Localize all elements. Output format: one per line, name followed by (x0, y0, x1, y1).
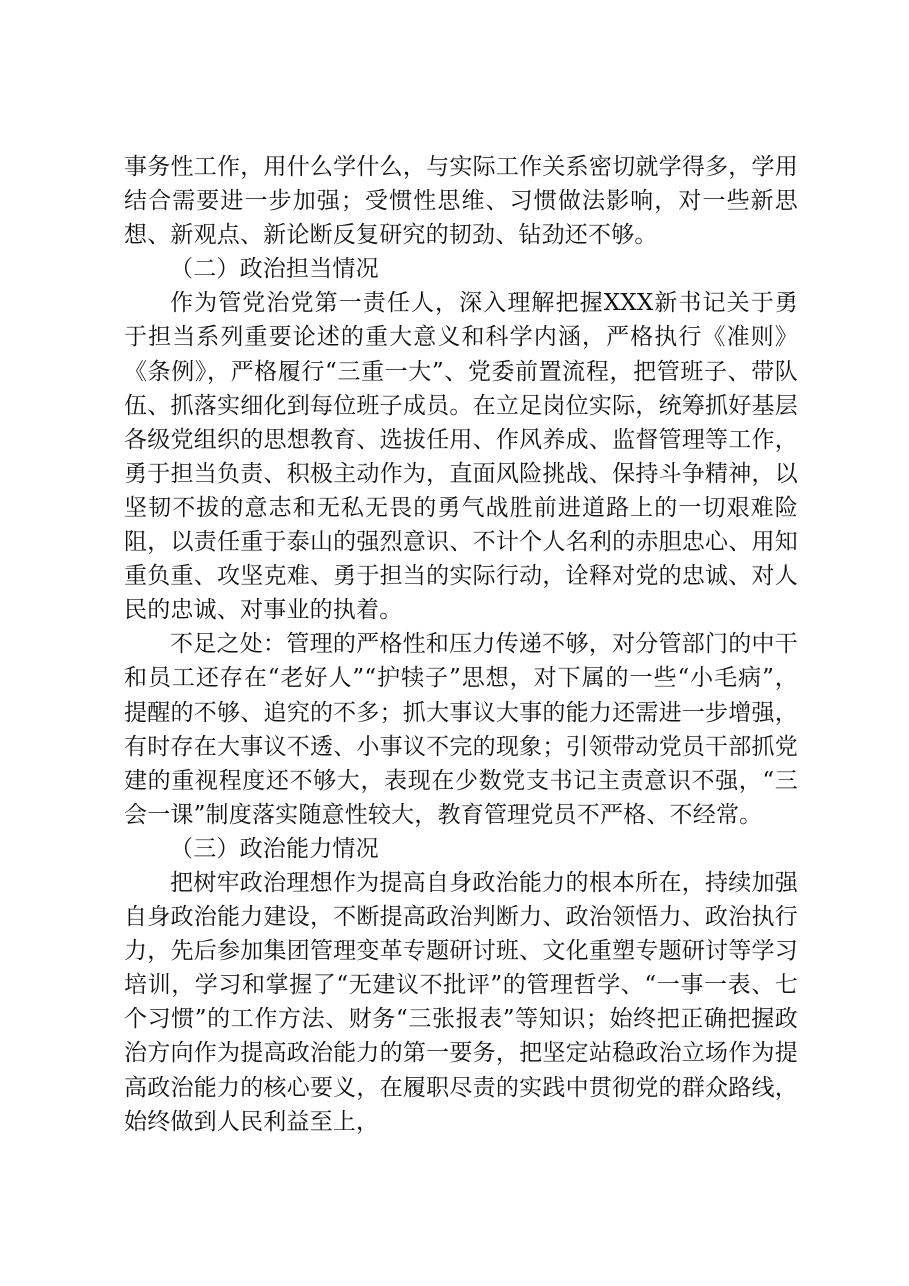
paragraph-capability-body: 把树牢政治理想作为提高自身政治能力的根本所在，持续加强自身政治能力建设，不断提高政治判断力、政治领悟力、政治执行力，先后参加集团管理变革专题研讨班、文化重塑专题研讨等学习培训，学习和掌握了“无建议不批评”的管理哲学、“一事一表、七个习惯”的工作方法、财务“三张报表”等知识；始终把正确把握政治方向作为提高政治能力的第一要务，把坚定站稳政治立场作为提高政治能力的核心要义，在履职尽责的实践中贯彻党的群众路线，始终做到人民利益至上， (124, 869, 798, 1135)
paragraph-responsibility-body: 作为管党治党第一责任人，深入理解把握XXX新书记关于勇于担当系列重要论述的重大意义和科学内涵，严格执行《准则》《条例》，严格履行“三重一大”、党委前置流程，把管班子、带队伍、抓落实细化到每位班子成员。在立足岗位实际，统筹抓好基层各级党组织的思想教育、选拔任用、作风养成、监督管理等工作，勇于担当负责、积极主动作为，直面风险挑战、保持斗争精神，以坚韧不拔的意志和无私无畏的勇气战胜前进道路上的一切艰难险阻，以责任重于泰山的强烈意识、不计个人名利的赤胆忠心、用知重负重、攻坚克难、勇于担当的实际行动，诠释对党的忠诚、对人民的忠诚、对事业的执着。 (124, 290, 798, 624)
section-heading-political-capability: （三）政治能力情况 (170, 835, 379, 862)
paragraph-continuation: 事务性工作，用什么学什么，与实际工作关系密切就学得多，学用结合需要进一步加强；受惯性思维、习惯做法影响，对一些新思想、新观点、新论断反复研究的韧劲、钻劲还不够。 (124, 154, 798, 249)
document-body (124, 150, 798, 1139)
section-heading-political-responsibility: （二）政治担当情况 (170, 256, 379, 283)
paragraph-shortcomings: 不足之处：管理的严格性和压力传递不够，对分管部门的中干和员工还存在“老好人”“护犊子”思想，对下属的一些“小毛病”，提醒的不够、追究的不多；抓大事议大事的能力还需进一步增强，有时存在大事议不透、小事议不完的现象；引领带动党员干部抓党建的重视程度还不够大，表现在少数党支书记主责意识不强，“三会一课”制度落实随意性较大，教育管理党员不严格、不经常。 (124, 631, 798, 828)
